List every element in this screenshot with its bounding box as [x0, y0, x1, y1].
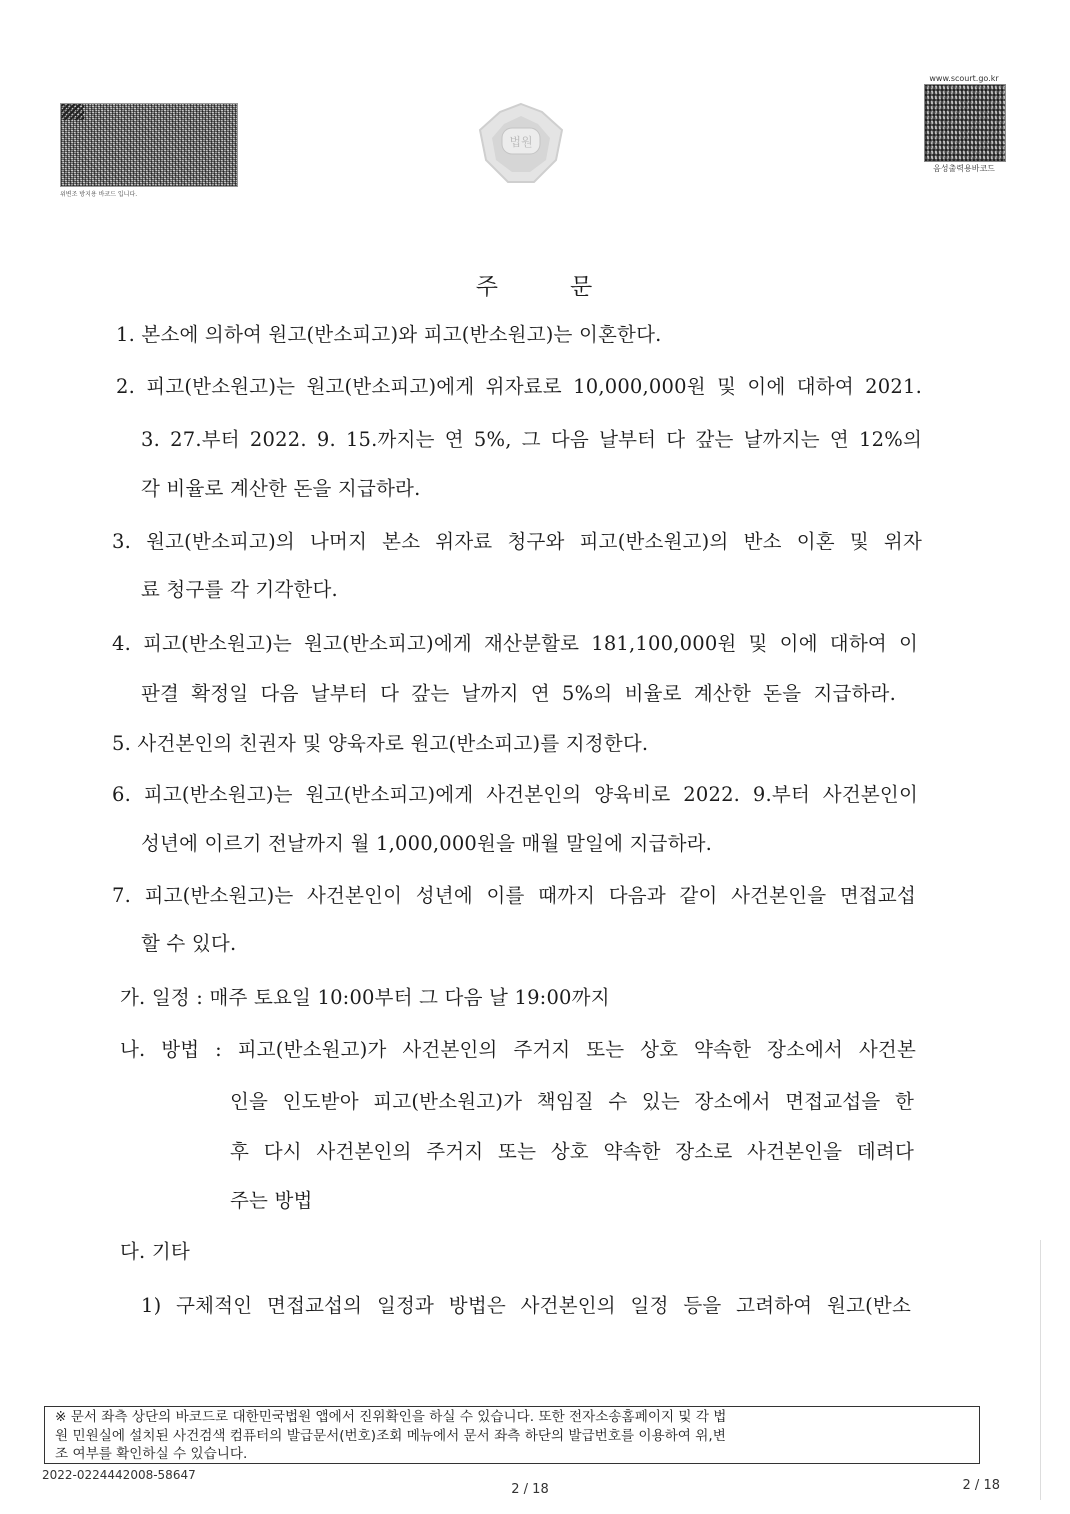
order-item-2-line-2: 3. 27.부터 2022. 9. 15.까지는 연 5%, 그 다음 날부터 다 갚는 날까지는 연 12%의: [141, 428, 922, 451]
seal-text: 법원: [509, 135, 533, 149]
site-url: www.scourt.go.kr: [929, 74, 999, 83]
issue-number: 2022-0224442008-58647: [42, 1468, 196, 1482]
order-item-2-line-1: 2. 피고(반소원고)는 원고(반소피고)에게 위자료로 10,000,000원 및 이에 대하여 2021.: [116, 375, 922, 398]
visitation-method-line-3: 후 다시 사건본인의 주거지 또는 상호 약속한 장소로 사건본인을 데려다: [230, 1140, 914, 1163]
court-seal-icon: [472, 102, 570, 186]
visitation-other: 다. 기타: [120, 1240, 190, 1263]
order-item-1: 1. 본소에 의하여 원고(반소피고)와 피고(반소원고)는 이혼한다.: [116, 323, 662, 346]
title-char-right: 문: [570, 274, 595, 300]
page-title: [0, 268, 1070, 301]
order-item-3-line-1: 3. 원고(반소피고)의 나머지 본소 위자료 청구와 피고(반소원고)의 반소 이혼 및 위자: [112, 530, 922, 553]
visitation-method-line-4: 주는 방법: [230, 1189, 313, 1212]
barcode-caption: 위변조 방지용 바코드 입니다.: [60, 191, 138, 198]
order-item-7-line-2: 할 수 있다.: [141, 932, 237, 955]
verification-notice: [44, 1406, 980, 1464]
notice-line: 원 민원실에 설치된 사건검색 컴퓨터의 발급문서(번호)조회 메뉴에서 문서 좌측 하단의 발급번호를 이용하여 위,변: [55, 1427, 726, 1444]
qr-code: [924, 84, 1006, 162]
visitation-method-line-1: 나. 방법 : 피고(반소원고)가 사건본인의 주거지 또는 상호 약속한 장소에서 사건본: [120, 1038, 916, 1061]
page-number-center: 2 / 18: [511, 1482, 549, 1497]
order-item-2-line-3: 각 비율로 계산한 돈을 지급하라.: [141, 477, 421, 500]
order-item-4-line-2: 판결 확정일 다음 날부터 다 갚는 날까지 연 5%의 비율로 계산한 돈을 지급하라.: [141, 682, 896, 705]
scan-edge-line: [1040, 1240, 1041, 1500]
visitation-other-item-1: 1) 구체적인 면접교섭의 일정과 방법은 사건본인의 일정 등을 고려하여 원고(반소: [141, 1294, 911, 1317]
order-item-5: 5. 사건본인의 친권자 및 양육자로 원고(반소피고)를 지정한다.: [112, 732, 649, 755]
qr-caption: 음성출력용바코드: [933, 164, 995, 173]
barcode-corner-mark: [62, 104, 84, 120]
order-item-4-line-1: 4. 피고(반소원고)는 원고(반소피고)에게 재산분할로 181,100,000원 및 이에 대하여 이: [112, 632, 918, 655]
notice-line: 조 여부를 확인하실 수 있습니다.: [55, 1446, 248, 1463]
order-item-3-line-2: 료 청구를 각 기각한다.: [141, 578, 338, 601]
page-number-right: 2 / 18: [962, 1478, 1000, 1493]
notice-line: ※ 문서 좌측 상단의 바코드로 대한민국법원 앱에서 진위확인을 하실 수 있습니다. 또한 전자소송홈페이지 및 각 법: [55, 1409, 727, 1425]
order-item-6-line-2: 성년에 이르기 전날까지 월 1,000,000원을 매월 말일에 지급하라.: [141, 832, 713, 855]
visitation-schedule: 가. 일정 : 매주 토요일 10:00부터 그 다음 날 19:00까지: [120, 986, 610, 1009]
order-item-7-line-1: 7. 피고(반소원고)는 사건본인이 성년에 이를 때까지 다음과 같이 사건본인을 면접교섭: [112, 884, 916, 907]
visitation-method-line-2: 인을 인도받아 피고(반소원고)가 책임질 수 있는 장소에서 면접교섭을 한: [230, 1090, 914, 1113]
authentication-barcode: [60, 103, 238, 187]
order-item-6-line-1: 6. 피고(반소원고)는 원고(반소피고)에게 사건본인의 양육비로 2022. 9.부터 사건본인이: [112, 783, 918, 806]
title-char-left: 주: [475, 274, 500, 300]
